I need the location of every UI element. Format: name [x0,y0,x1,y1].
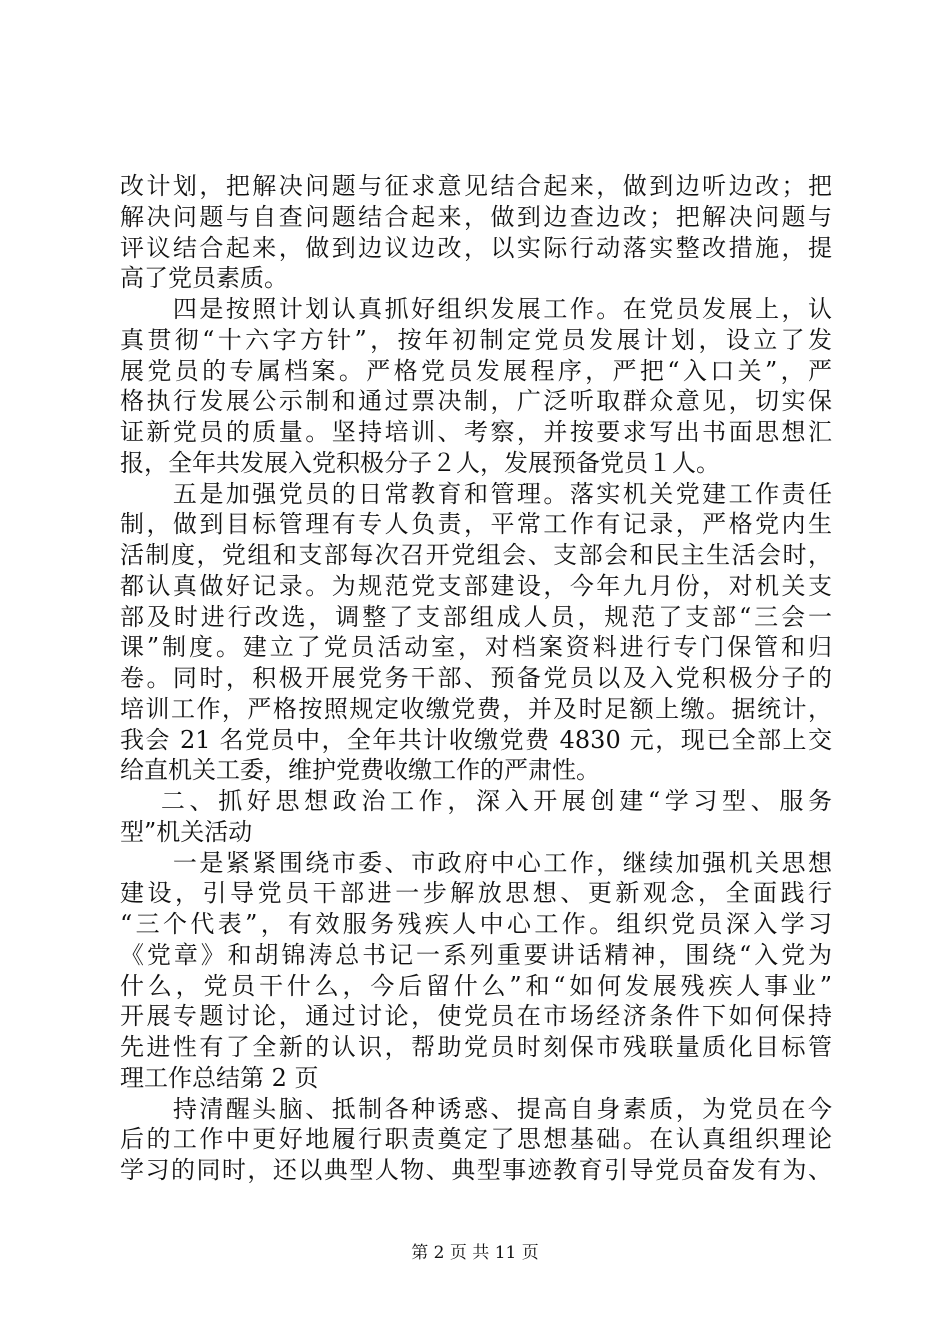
text-line: 什么，党员干什么，今后留什么”和“如何发展残疾人事业” [120,971,832,1000]
text-line: 卷。同时，积极开展党务干部、预备党员以及入党积极分子的 [120,664,832,692]
text-line: 活制度，党组和支部每次召开党组会、支部会和民主生活会时， [120,541,832,569]
page-footer: 第 2 页 共 11 页 [411,1243,539,1263]
text-line: 持清醒头脑、抵制各种诱惑、提高自身素质，为党员在今 [120,1094,832,1123]
text-line: 评议结合起来，做到边议边改，以实际行动落实整改措施，提 [120,233,832,262]
text-line: 二、抓好思想政治工作，深入开展创建“学习型、服务 [120,787,832,815]
text-line: 理工作总结第 2 页 [120,1063,319,1092]
text-line: 四是按照计划认真抓好组织发展工作。在党员发展上，认 [120,295,832,323]
text-line: 《党章》和胡锦涛总书记一系列重要讲话精神，围绕“入党为 [120,940,832,969]
text-line: 高了党员素质。 [120,264,288,293]
text-line: 学习的同时，还以典型人物、典型事迹教育引导党员奋发有为、 [120,1156,832,1184]
text-line: 制，做到目标管理有专人负责，平常工作有记录，严格党内生 [120,510,832,539]
text-line: 型”机关活动 [120,817,253,846]
text-line: 建设，引导党员干部进一步解放思想、更新观念，全面践行 [120,879,832,908]
text-line: 证新党员的质量。坚持培训、考察，并按要求写出书面思想汇 [120,418,832,446]
text-line: 格执行发展公示制和通过票决制，广泛听取群众意见，切实保 [120,387,832,416]
text-line: 先进性有了全新的认识，帮助党员时刻保市残联量质化目标管 [120,1033,832,1061]
text-line: 五是加强党员的日常教育和管理。落实机关党建工作责任 [120,479,832,508]
text-line: 后的工作中更好地履行职责奠定了思想基础。在认真组织理论 [120,1125,832,1154]
text-line: 培训工作，严格按照规定收缴党费，并及时足额上缴。据统计， [120,694,832,723]
text-line: 改计划，把解决问题与征求意见结合起来，做到边听边改；把 [120,172,832,200]
text-line: 我会 21 名党员中，全年共计收缴党费 4830 元，现已全部上交 [120,725,832,754]
text-line: 部及时进行改选，调整了支部组成人员，规范了支部“三会一 [120,602,832,631]
text-line: 课”制度。建立了党员活动室，对档案资料进行专门保管和归 [120,633,832,662]
document-body [120,171,832,1186]
text-line: 都认真做好记录。为规范党支部建设，今年九月份，对机关支 [120,571,832,600]
text-line: 开展专题讨论，通过讨论，使党员在市场经济条件下如何保持 [120,1002,832,1031]
text-line: 解决问题与自查问题结合起来，做到边查边改；把解决问题与 [120,202,832,231]
text-line: 给直机关工委，维护党费收缴工作的严肃性。 [120,756,600,785]
text-line: 展党员的专属档案。严格党员发展程序，严把“入口关”，严 [120,356,832,385]
text-line: 报，全年共发展入党积极分子２人，发展预备党员１人。 [120,448,720,477]
text-line: 一是紧紧围绕市委、市政府中心工作，继续加强机关思想 [120,848,832,877]
text-line: 真贯彻“十六字方针”，按年初制定党员发展计划，设立了发 [120,325,832,354]
text-line: “三个代表”，有效服务残疾人中心工作。组织党员深入学习 [120,910,832,938]
